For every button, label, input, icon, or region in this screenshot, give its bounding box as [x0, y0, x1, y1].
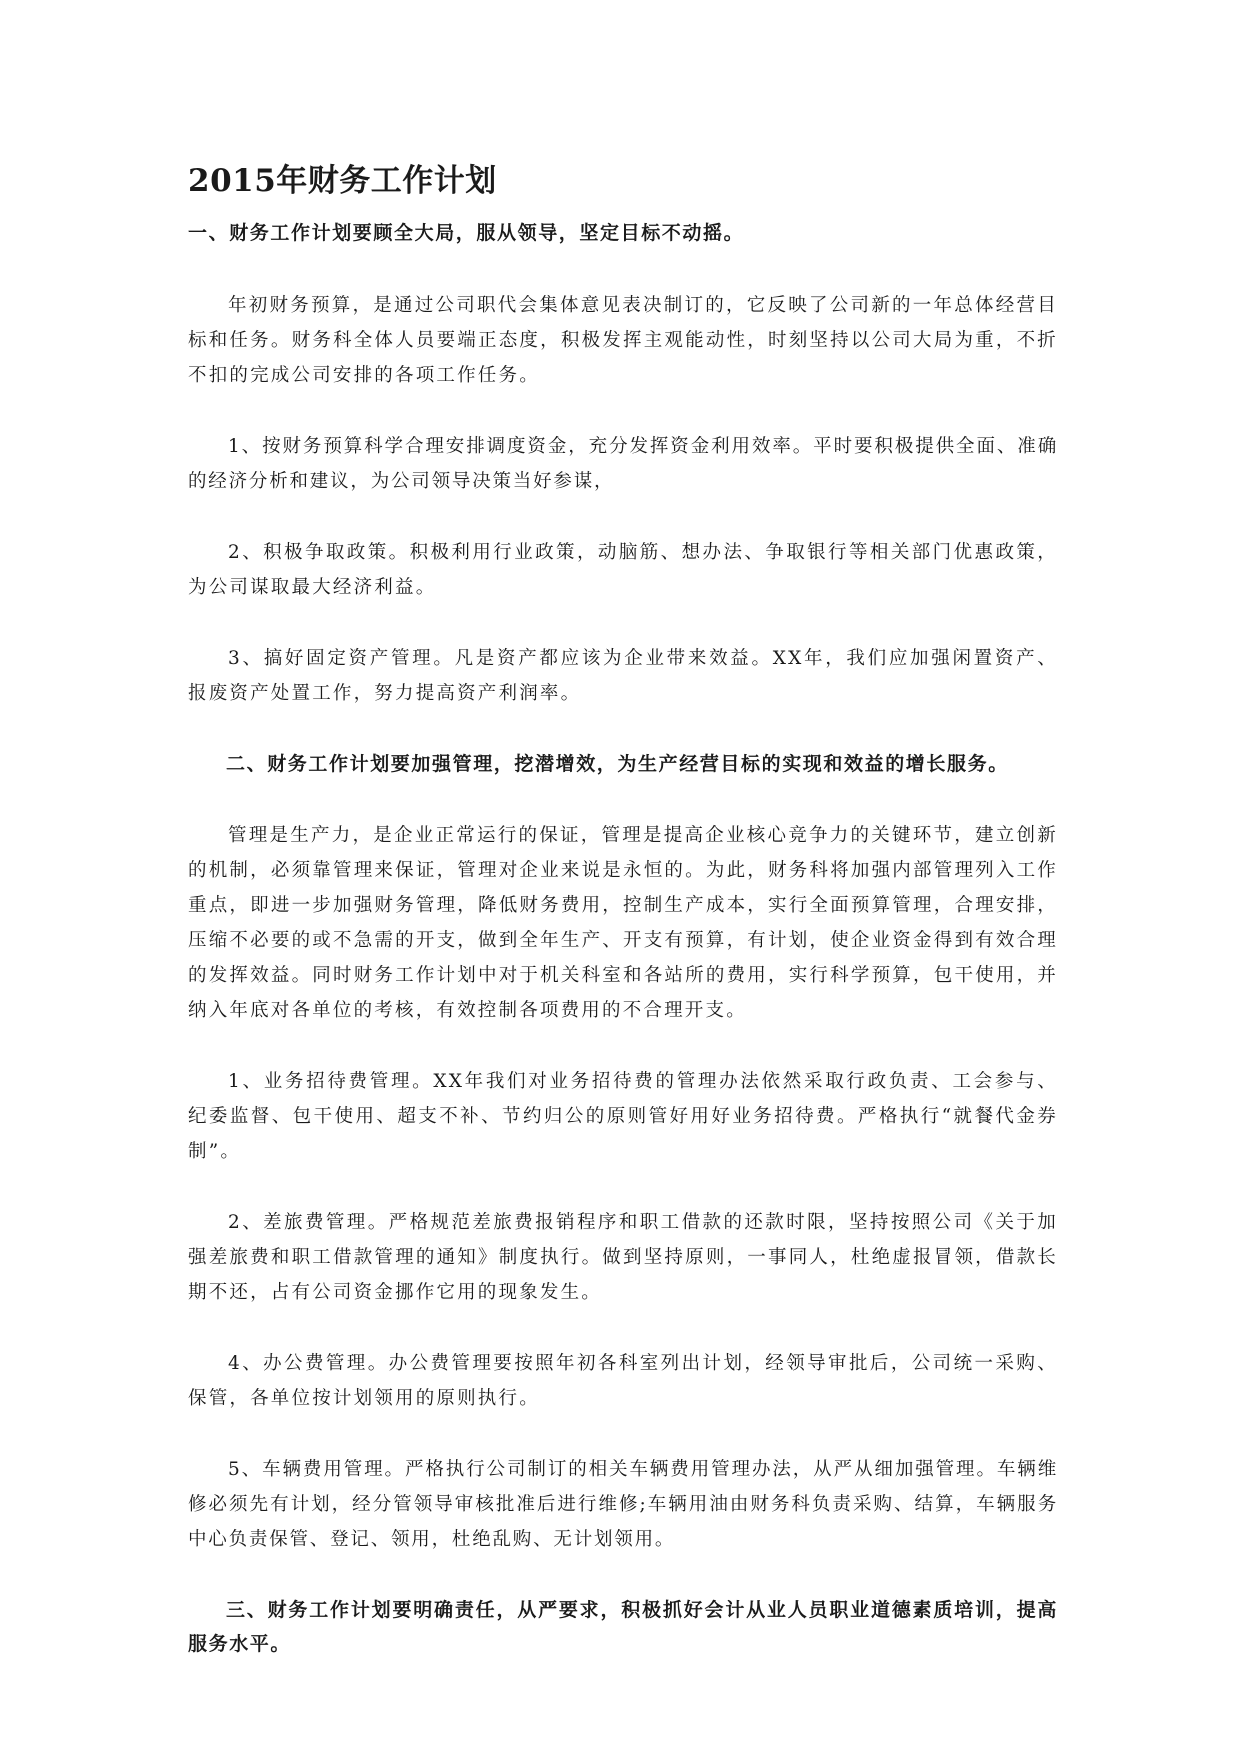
document-title: 2015年财务工作计划 [188, 163, 497, 199]
section-1-intro: 年初财务预算，是通过公司职代会集体意见表决制订的，它反映了公司新的一年总体经营目标和任务。财务科全体人员要端正态度，积极发挥主观能动性，时刻坚持以公司大局为重，不折不扣的完成公司安排的各项工作任务。 [188, 295, 1058, 386]
section-1-item-3: 3、搞好固定资产管理。凡是资产都应该为企业带来效益。XX年，我们应加强闲置资产、报废资产处置工作，努力提高资产利润率。 [188, 648, 1058, 704]
section-2-item-2: 2、差旅费管理。严格规范差旅费报销程序和职工借款的还款时限，坚持按照公司《关于加强差旅费和职工借款管理的通知》制度执行。做到坚持原则，一事同人，杜绝虚报冒领，借款长期不还，占有公司资金挪作它用的现象发生。 [188, 1212, 1058, 1303]
section-2-item-4: 4、办公费管理。办公费管理要按照年初各科室列出计划，经领导审批后，公司统一采购、保管，各单位按计划领用的原则执行。 [188, 1353, 1058, 1409]
section-1-heading: 一、财务工作计划要顾全大局，服从领导，坚定目标不动摇。 [188, 222, 745, 244]
section-2-intro: 管理是生产力，是企业正常运行的保证，管理是提高企业核心竞争力的关键环节，建立创新的机制，必须靠管理来保证，管理对企业来说是永恒的。为此，财务科将加强内部管理列入工作重点，即进一步加强财务管理，降低财务费用，控制生产成本，实行全面预算管理，合理安排，压缩不必要的或不急需的开支，做到全年生产、开支有预算，有计划，使企业资金得到有效合理的发挥效益。同时财务工作计划中对于机关科室和各站所的费用，实行科学预算，包干使用，并纳入年底对各单位的考核，有效控制各项费用的不合理开支。 [188, 825, 1058, 1021]
section-1-item-2: 2、积极争取政策。积极利用行业政策，动脑筋、想办法、争取银行等相关部门优惠政策，为公司谋取最大经济利益。 [188, 542, 1058, 598]
section-2-item-1: 1、业务招待费管理。XX年我们对业务招待费的管理办法依然采取行政负责、工会参与、纪委监督、包干使用、超支不补、节约归公的原则管好用好业务招待费。严格执行“就餐代金券制”。 [188, 1071, 1058, 1162]
section-1-item-1: 1、按财务预算科学合理安排调度资金，充分发挥资金利用效率。平时要积极提供全面、准确的经济分析和建议，为公司领导决策当好参谋， [188, 436, 1058, 492]
section-2-heading: 二、财务工作计划要加强管理，挖潜增效，为生产经营目标的实现和效益的增长服务。 [226, 753, 1009, 775]
document-page [188, 160, 1058, 1661]
section-2-item-5: 5、车辆费用管理。严格执行公司制订的相关车辆费用管理办法，从严从细加强管理。车辆维修必须先有计划，经分管领导审核批准后进行维修;车辆用油由财务科负责采购、结算，车辆服务中心负责保管、登记、领用，杜绝乱购、无计划领用。 [188, 1459, 1058, 1550]
section-3-heading: 三、财务工作计划要明确责任，从严要求，积极抓好会计从业人员职业道德素质培训，提高服务水平。 [188, 1599, 1058, 1655]
